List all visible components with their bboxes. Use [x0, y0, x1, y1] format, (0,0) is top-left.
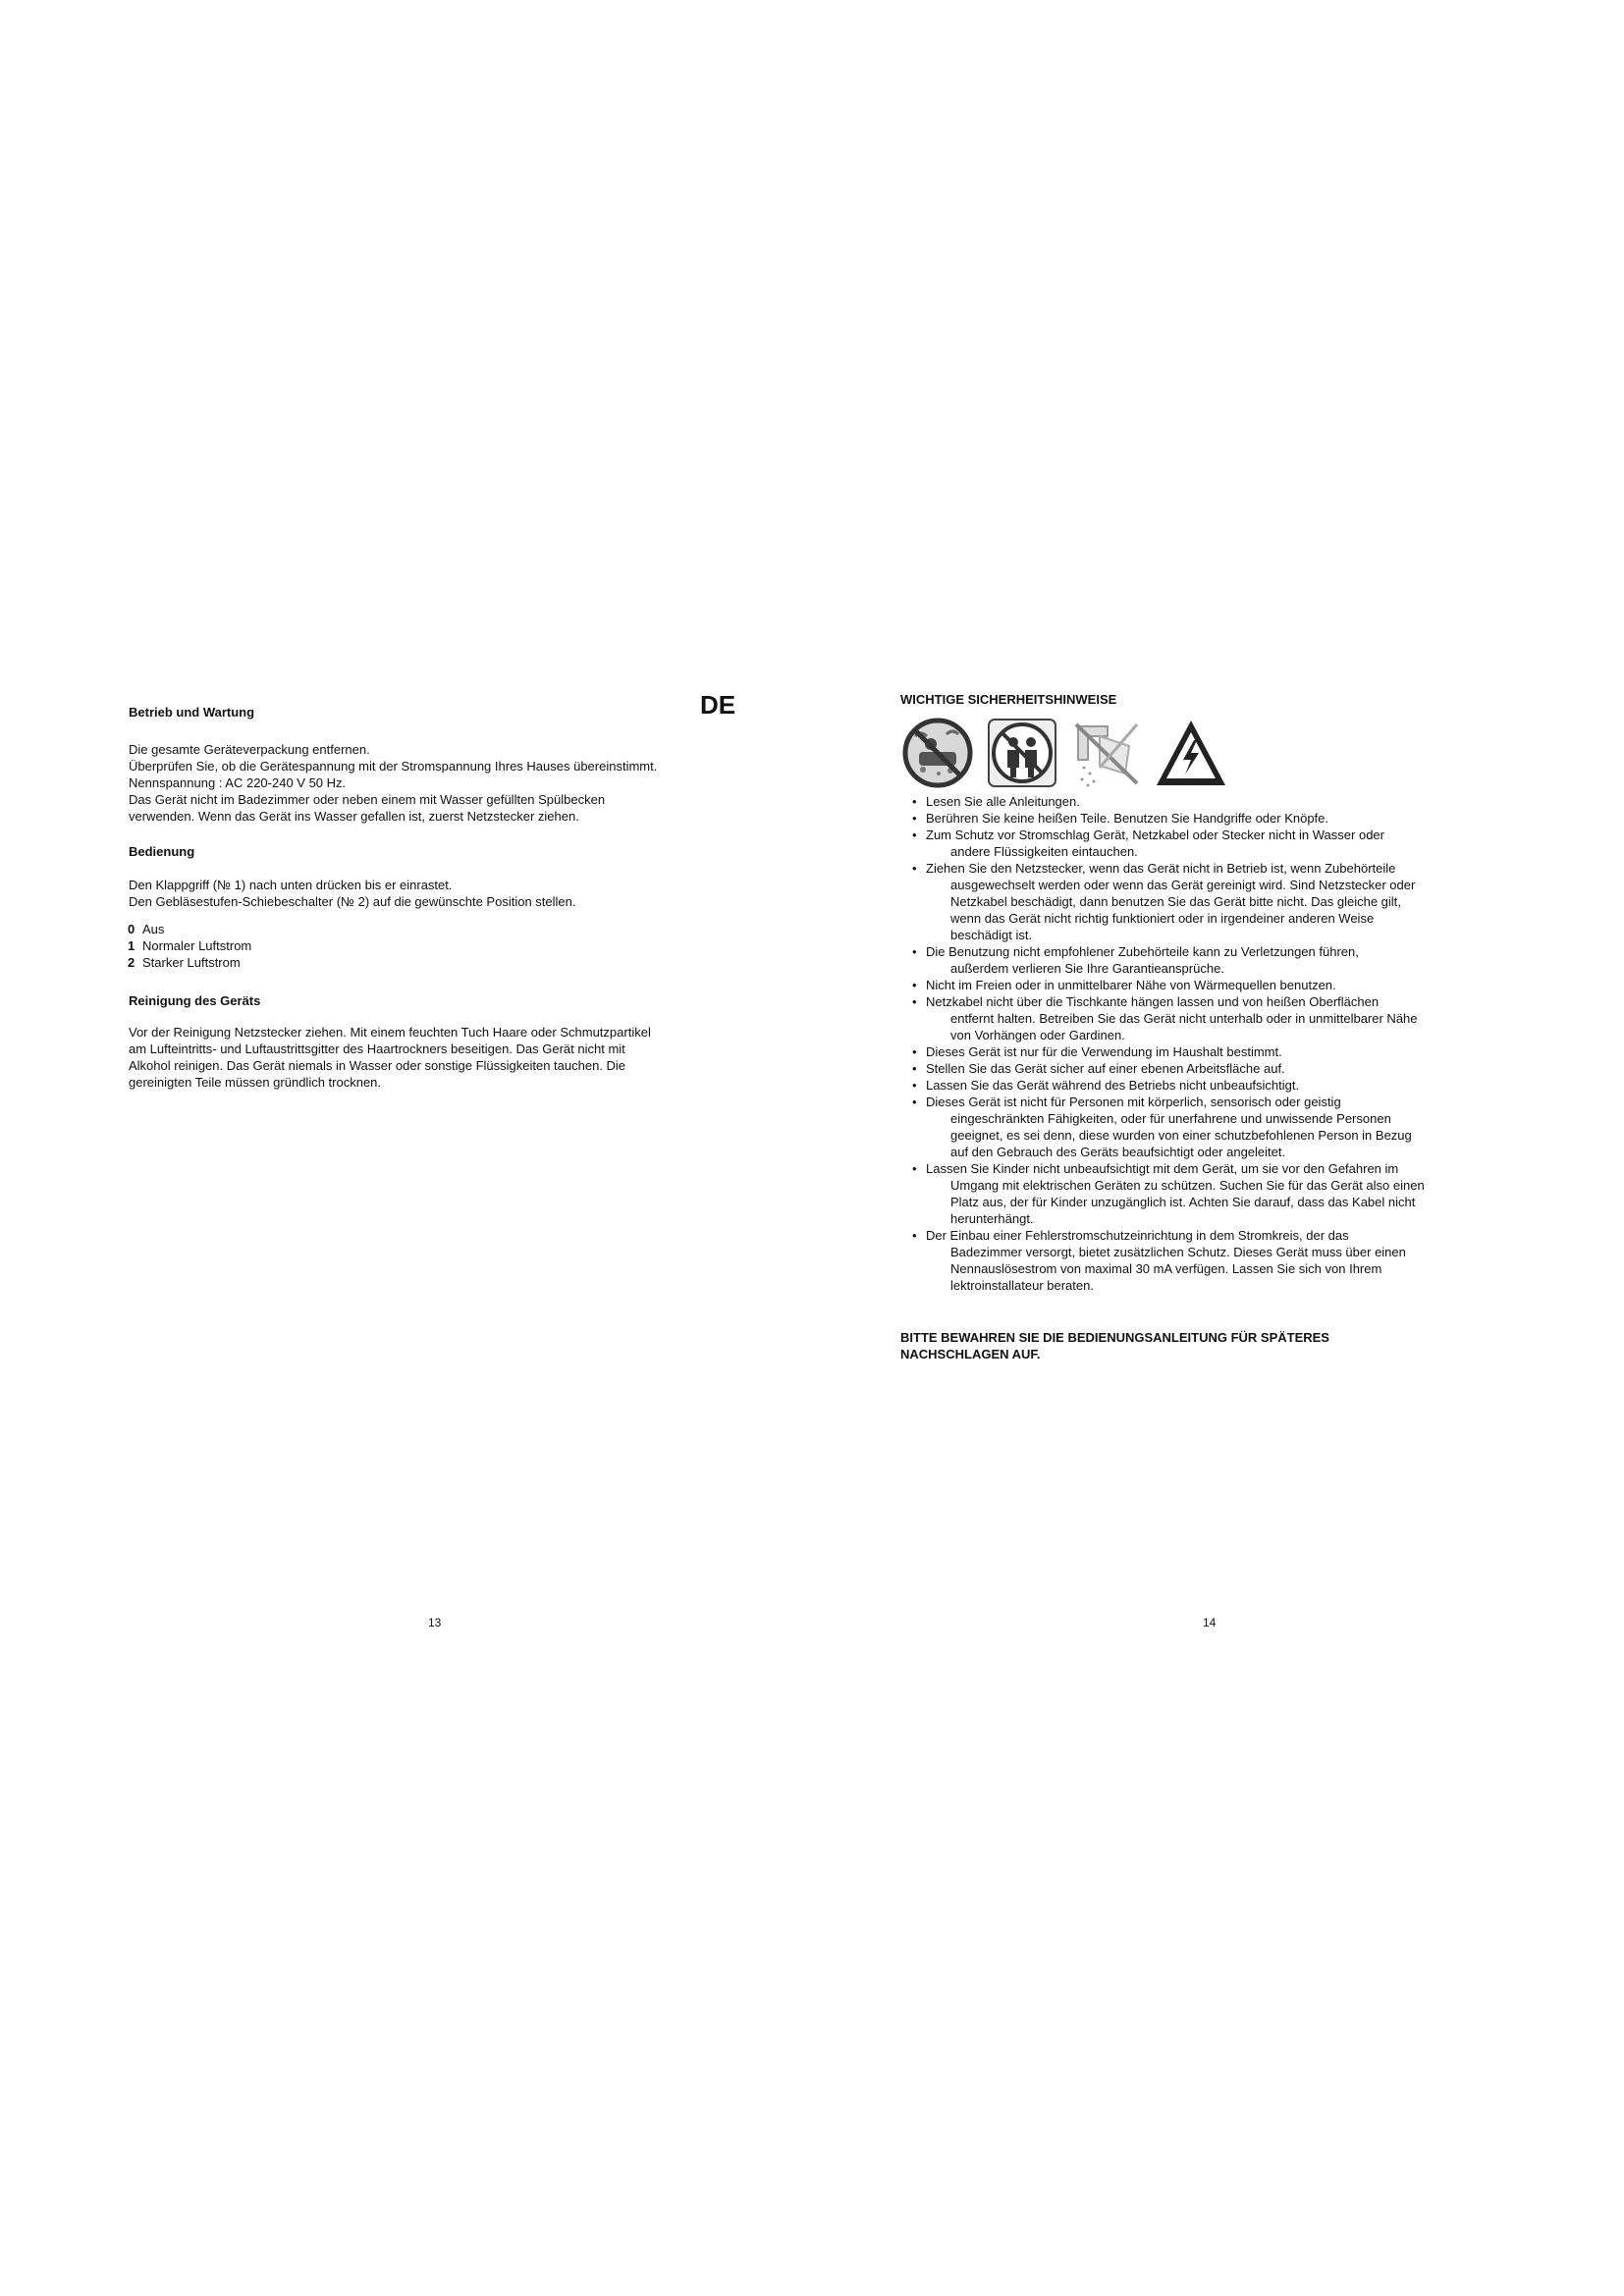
safety-line: Nennauslösestrom von maximal 30 mA verfügen. Lassen Sie sich von Ihrem: [950, 1261, 1382, 1276]
cleaning-text: [129, 1024, 651, 1091]
safety-line: auf den Gebrauch des Geräts beaufsichtigt oder angeleitet.: [950, 1145, 1286, 1159]
intro-line: Nennspannung : AC 220-240 V 50 Hz.: [129, 775, 347, 790]
keep-instructions-note: [900, 1329, 1329, 1362]
safety-item: [910, 1060, 1539, 1077]
usage-line: Den Gebläsestufen-Schiebeschalter (№ 2) auf die gewünschte Position stellen.: [129, 894, 576, 909]
safety-line: geeignet, es sei denn, diese wurden von einer schutzbefohlenen Person in Bezug: [950, 1128, 1412, 1143]
mode-item: [128, 921, 251, 937]
mode-label: Aus: [142, 922, 165, 936]
cleaning-line: Vor der Reinigung Netzstecker ziehen. Mit einem feuchten Tuch Haare oder Schmutzpartikel: [129, 1025, 651, 1040]
safety-item: [910, 860, 1539, 943]
intro-line: Überprüfen Sie, ob die Gerätespannung mit der Stromspannung Ihres Hauses übereinstimmt.: [129, 759, 658, 774]
usage-text: [129, 877, 575, 910]
safety-line: Badezimmer versorgt, bietet zusätzlichen Schutz. Dieses Gerät muss über einen: [950, 1245, 1406, 1259]
safety-line: eingeschränkten Fähigkeiten, oder für unerfahrene und unwissende Personen: [950, 1111, 1391, 1126]
mode-list: [128, 921, 251, 971]
safety-line: • Lassen Sie Kinder nicht unbeaufsichtigt mit dem Gerät, um sie vor den Gefahren im: [926, 1161, 1399, 1176]
safety-line: von Vorhängen oder Gardinen.: [950, 1028, 1125, 1042]
language-code: DE: [700, 690, 736, 720]
safety-line: • Stellen Sie das Gerät sicher auf einer ebenen Arbeitsfläche auf.: [926, 1061, 1285, 1076]
safety-list: [910, 793, 1539, 1294]
keep-away-from-children-icon: [986, 717, 1058, 789]
safety-line: ausgewechselt werden oder wenn das Gerät gereinigt wird. Sind Netzstecker oder: [950, 878, 1416, 892]
safety-line: außerdem verlieren Sie Ihre Garantieansprüche.: [950, 961, 1224, 976]
cleaning-line: Alkohol reinigen. Das Gerät niemals in Wasser oder sonstige Flüssigkeiten tauchen. Die: [129, 1058, 626, 1073]
intro-text: [129, 741, 657, 825]
page-number: 14: [1203, 1616, 1217, 1629]
intro-line: verwenden. Wenn das Gerät ins Wasser gefallen ist, zuerst Netzstecker ziehen.: [129, 809, 579, 824]
safety-item: [910, 977, 1539, 993]
intro-line: Die gesamte Geräteverpackung entfernen.: [129, 742, 370, 757]
safety-line: Umgang mit elektrischen Geräten zu schützen. Suchen Sie für das Gerät also einen: [950, 1178, 1425, 1193]
usage-line: Den Klappgriff (№ 1) nach unten drücken bis er einrastet.: [129, 878, 453, 892]
safety-line: • Dieses Gerät ist nur für die Verwendung im Haushalt bestimmt.: [926, 1044, 1282, 1059]
safety-item: [910, 1094, 1539, 1160]
safety-line: • Der Einbau einer Fehlerstromschutzeinrichtung in dem Stromkreis, der das: [926, 1228, 1349, 1243]
cleaning-line: am Lufteintritts- und Luftaustrittsgitter des Haartrockners beseitigen. Das Gerät nicht mit: [129, 1041, 625, 1056]
mode-key: 2: [128, 955, 135, 970]
safety-item: [910, 1043, 1539, 1060]
safety-item: [910, 1160, 1539, 1227]
mode-label: Starker Luftstrom: [142, 955, 241, 970]
safety-line: beschädigt ist.: [950, 928, 1033, 942]
safety-line: • Die Benutzung nicht empfohlener Zubehörteile kann zu Verletzungen führen,: [926, 944, 1359, 959]
section-title: Betrieb und Wartung: [129, 705, 255, 720]
page-number: 13: [428, 1616, 442, 1629]
intro-line: Das Gerät nicht im Badezimmer oder neben einem mit Wasser gefüllten Spülbecken: [129, 792, 606, 807]
safety-item: [910, 943, 1539, 977]
mode-label: Normaler Luftstrom: [142, 938, 252, 953]
safety-line: Platz aus, der für Kinder unzugänglich ist. Achten Sie darauf, dass das Kabel nicht: [950, 1195, 1416, 1209]
electric-hazard-warning-icon: [1155, 717, 1227, 789]
note-line: NACHSCHLAGEN AUF.: [900, 1347, 1041, 1362]
cleaning-line: gereinigten Teile müssen gründlich trocknen.: [129, 1075, 382, 1090]
safety-line: • Lesen Sie alle Anleitungen.: [926, 794, 1080, 809]
safety-item: [910, 1077, 1539, 1094]
safety-line: wenn das Gerät nicht richtig funktioniert oder in irgendeiner anderen Weise: [950, 911, 1375, 926]
usage-title: Bedienung: [129, 844, 195, 859]
safety-line: • Netzkabel nicht über die Tischkante hängen lassen und von heißen Oberflächen: [926, 994, 1380, 1009]
cleaning-title: Reinigung des Geräts: [129, 993, 261, 1008]
safety-item: [910, 793, 1539, 810]
safety-line: • Lassen Sie das Gerät während des Betriebs nicht unbeaufsichtigt.: [926, 1078, 1300, 1093]
safety-line: • Ziehen Sie den Netzstecker, wenn das Gerät nicht in Betrieb ist, wenn Zubehörteile: [926, 861, 1396, 876]
mode-key: 1: [128, 938, 135, 953]
safety-icons: [901, 717, 1255, 791]
safety-line: • Berühren Sie keine heißen Teile. Benutzen Sie Handgriffe oder Knöpfe.: [926, 811, 1329, 826]
safety-line: lektroinstallateur beraten.: [950, 1278, 1094, 1293]
safety-line: Netzkabel beschädigt, dann benutzen Sie das Gerät bitte nicht. Das gleiche gilt,: [950, 894, 1401, 909]
safety-line: • Nicht im Freien oder in unmittelbarer Nähe von Wärmequellen benutzen.: [926, 978, 1336, 992]
safety-line: entfernt halten. Betreiben Sie das Gerät nicht unterhalb oder in unmittelbarer Nähe: [950, 1011, 1418, 1026]
mode-item: [128, 954, 251, 971]
safety-item: [910, 810, 1539, 827]
safety-line: herunterhängt.: [950, 1211, 1034, 1226]
safety-item: [910, 827, 1539, 860]
note-line: BITTE BEWAHREN SIE DIE BEDIENUNGSANLEITUNG FÜR SPÄTERES: [900, 1330, 1329, 1345]
safety-line: • Dieses Gerät ist nicht für Personen mit körperlich, sensorisch oder geistig: [926, 1095, 1341, 1109]
safety-item: [910, 1227, 1539, 1294]
safety-title: WICHTIGE SICHERHEITSHINWEISE: [900, 692, 1117, 707]
safety-item: [910, 993, 1539, 1043]
no-water-spray-icon: [1070, 717, 1143, 789]
mode-item: [128, 937, 251, 954]
safety-line: • Zum Schutz vor Stromschlag Gerät, Netzkabel oder Stecker nicht in Wasser oder: [926, 828, 1384, 842]
mode-key: 0: [128, 922, 135, 936]
safety-line: andere Flüssigkeiten eintauchen.: [950, 844, 1138, 859]
no-bathing-icon: [901, 717, 974, 789]
